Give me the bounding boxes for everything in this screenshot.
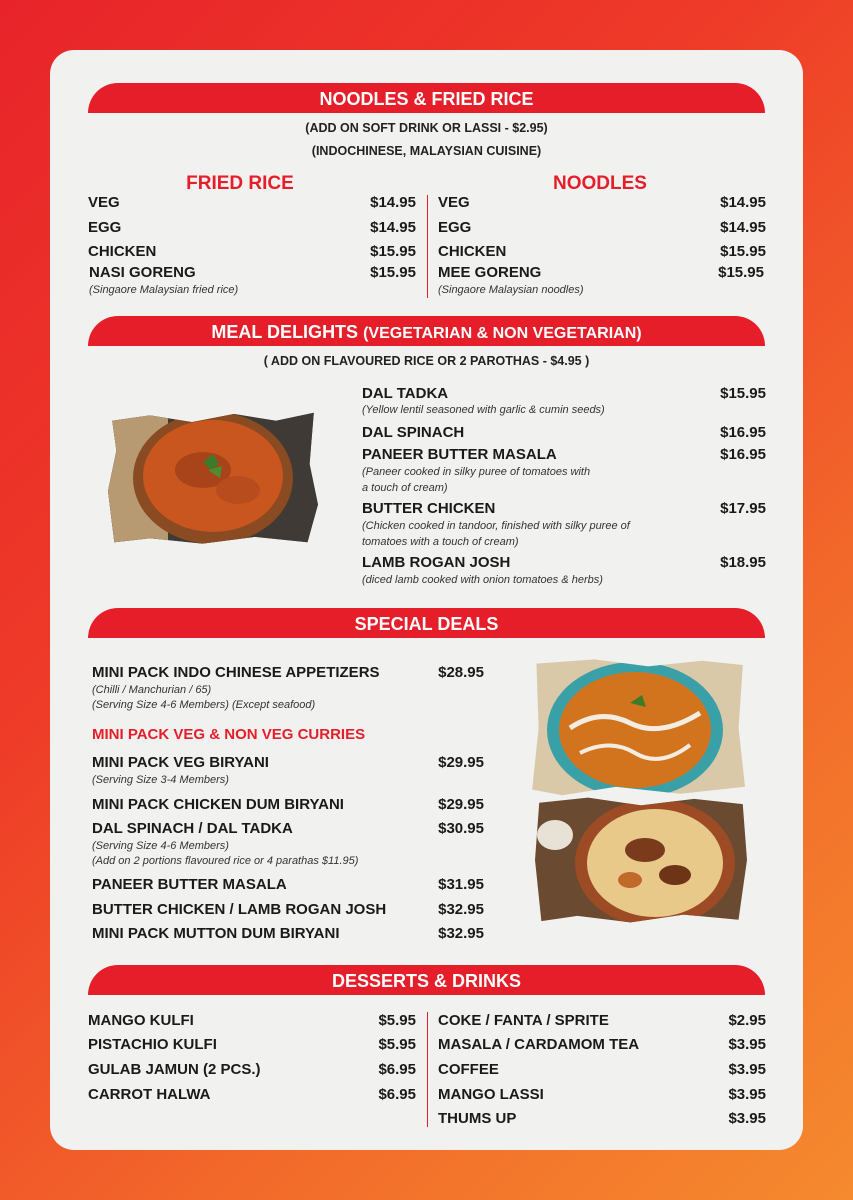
- meal-item-desc: (diced lamb cooked with onion tomatoes & herbs): [362, 574, 603, 586]
- drink-item-name: COKE / FANTA / SPRITE: [438, 1012, 609, 1029]
- curry-photo: [108, 410, 318, 545]
- dessert-item-name: PISTACHIO KULFI: [88, 1036, 217, 1053]
- desserts-drinks-banner: [88, 965, 765, 995]
- special-item-price: $30.95: [438, 820, 484, 837]
- special-item-price: $31.95: [438, 876, 484, 893]
- fried-rice-item-name: CHICKEN: [88, 243, 157, 260]
- noodles-item-name: EGG: [438, 219, 472, 236]
- fried-rice-item-name: EGG: [88, 219, 122, 236]
- curries-label: MINI PACK VEG & NON VEG CURRIES: [92, 726, 366, 743]
- butter-chicken-photo: [530, 658, 745, 798]
- dessert-item-name: MANGO KULFI: [88, 1012, 194, 1029]
- meal-item-price: $16.95: [720, 424, 766, 441]
- noodles-cuisine-note: (INDOCHINESE, MALAYSIAN CUISINE): [311, 144, 542, 158]
- special-item-name: MINI PACK INDO CHINESE APPETIZERS: [92, 664, 380, 681]
- meal-addon-note: ( ADD ON FLAVOURED RICE OR 2 PAROTHAS - $4.95 ): [263, 354, 590, 368]
- meal-item-name: DAL SPINACH: [362, 424, 465, 441]
- special-item-desc: (Add on 2 portions flavoured rice or 4 parathas $11.95): [92, 855, 359, 867]
- meal-item-price: $15.95: [720, 385, 766, 402]
- meal-item-price: $17.95: [720, 500, 766, 517]
- fried-rice-item-desc: (Singaore Malaysian fried rice): [89, 284, 239, 296]
- special-item-price: $28.95: [438, 664, 484, 681]
- noodles-item-desc: (Singaore Malaysian noodles): [438, 284, 584, 296]
- dessert-item-price: $5.95: [378, 1036, 416, 1053]
- fried-rice-heading: FRIED RICE: [186, 173, 294, 194]
- special-item-price: $32.95: [438, 925, 484, 942]
- noodles-item-name: VEG: [438, 194, 470, 211]
- meal-item-desc: (Chicken cooked in tandoor, finished with silky puree of: [362, 520, 630, 532]
- special-item-desc: (Serving Size 3-4 Members): [92, 774, 229, 786]
- special-item-price: $29.95: [438, 796, 484, 813]
- meal-item-desc: (Paneer cooked in silky puree of tomatoes with: [362, 466, 591, 478]
- meal-item-desc: (Yellow lentil seasoned with garlic & cumin seeds): [362, 404, 605, 416]
- drink-item-name: COFFEE: [438, 1061, 499, 1078]
- fried-rice-item-name: NASI GORENG: [89, 264, 196, 281]
- noodles-fried-rice-banner: [88, 83, 765, 113]
- special-item-desc: (Serving Size 4-6 Members) (Except seafood): [92, 699, 316, 711]
- meal-section-title: MEAL DELIGHTS: [211, 322, 359, 342]
- dessert-item-price: $6.95: [378, 1086, 416, 1103]
- noodles-heading: NOODLES: [553, 173, 647, 194]
- special-item-desc: (Chilli / Manchurian / 65): [92, 684, 212, 696]
- drink-item-price: $3.95: [728, 1110, 766, 1127]
- meal-item-name: DAL TADKA: [362, 385, 449, 402]
- noodles-section-title: NOODLES & FRIED RICE: [319, 89, 534, 109]
- special-item-name: DAL SPINACH / DAL TADKA: [92, 820, 293, 837]
- special-item-name: MINI PACK MUTTON DUM BIRYANI: [92, 925, 340, 942]
- dessert-item-name: CARROT HALWA: [88, 1086, 211, 1103]
- dessert-item-name: GULAB JAMUN (2 PCS.): [88, 1061, 261, 1078]
- noodles-addon-note: (ADD ON SOFT DRINK OR LASSI - $2.95): [305, 121, 548, 135]
- meal-section-subtitle: (VEGETARIAN & NON VEGETARIAN): [363, 325, 642, 342]
- noodles-item-name: MEE GORENG: [438, 264, 542, 281]
- meal-item-desc: a touch of cream): [362, 482, 448, 494]
- special-deals-banner: [88, 608, 765, 638]
- noodles-item-price: $14.95: [720, 194, 766, 211]
- meal-item-desc: tomatoes with a touch of cream): [362, 536, 519, 548]
- special-item-name: PANEER BUTTER MASALA: [92, 876, 287, 893]
- fried-rice-item-price: $15.95: [370, 264, 416, 281]
- fried-rice-item-price: $15.95: [370, 243, 416, 260]
- meal-item-name: BUTTER CHICKEN: [362, 500, 496, 517]
- menu-card: [50, 50, 803, 1150]
- special-section-title: SPECIAL DEALS: [354, 614, 499, 634]
- fried-rice-item-name: VEG: [88, 194, 120, 211]
- meal-item-name: LAMB ROGAN JOSH: [362, 554, 511, 571]
- meal-item-name: PANEER BUTTER MASALA: [362, 446, 557, 463]
- dessert-item-price: $5.95: [378, 1012, 416, 1029]
- drink-item-price: $3.95: [728, 1036, 766, 1053]
- curry-bowl-image: [108, 410, 318, 545]
- noodles-item-price: $15.95: [720, 243, 766, 260]
- special-item-name: MINI PACK VEG BIRYANI: [92, 754, 269, 771]
- noodles-item-price: $14.95: [720, 219, 766, 236]
- dessert-item-price: $6.95: [378, 1061, 416, 1078]
- fried-rice-item-price: $14.95: [370, 219, 416, 236]
- noodles-item-name: CHICKEN: [438, 243, 507, 260]
- drink-item-name: MASALA / CARDAMOM TEA: [438, 1036, 640, 1053]
- meal-item-price: $18.95: [720, 554, 766, 571]
- special-item-desc: (Serving Size 4-6 Members): [92, 840, 229, 852]
- special-item-price: $29.95: [438, 754, 484, 771]
- special-item-name: BUTTER CHICKEN / LAMB ROGAN JOSH: [92, 901, 387, 918]
- drink-item-price: $3.95: [728, 1086, 766, 1103]
- meal-item-price: $16.95: [720, 446, 766, 463]
- fried-rice-item-price: $14.95: [370, 194, 416, 211]
- drink-item-price: $2.95: [728, 1012, 766, 1029]
- drink-item-name: MANGO LASSI: [438, 1086, 544, 1103]
- drink-item-price: $3.95: [728, 1061, 766, 1078]
- noodles-item-price: $15.95: [718, 264, 764, 281]
- biryani-photo: [535, 795, 747, 925]
- biryani-image: [535, 795, 747, 925]
- butter-chicken-image: [530, 658, 745, 798]
- drink-item-name: THUMS UP: [438, 1110, 517, 1127]
- column-divider: [427, 195, 428, 298]
- meal-delights-banner: [88, 316, 765, 346]
- special-item-price: $32.95: [438, 901, 484, 918]
- desserts-section-title: DESSERTS & DRINKS: [331, 971, 522, 991]
- special-item-name: MINI PACK CHICKEN DUM BIRYANI: [92, 796, 344, 813]
- column-divider: [427, 1012, 428, 1127]
